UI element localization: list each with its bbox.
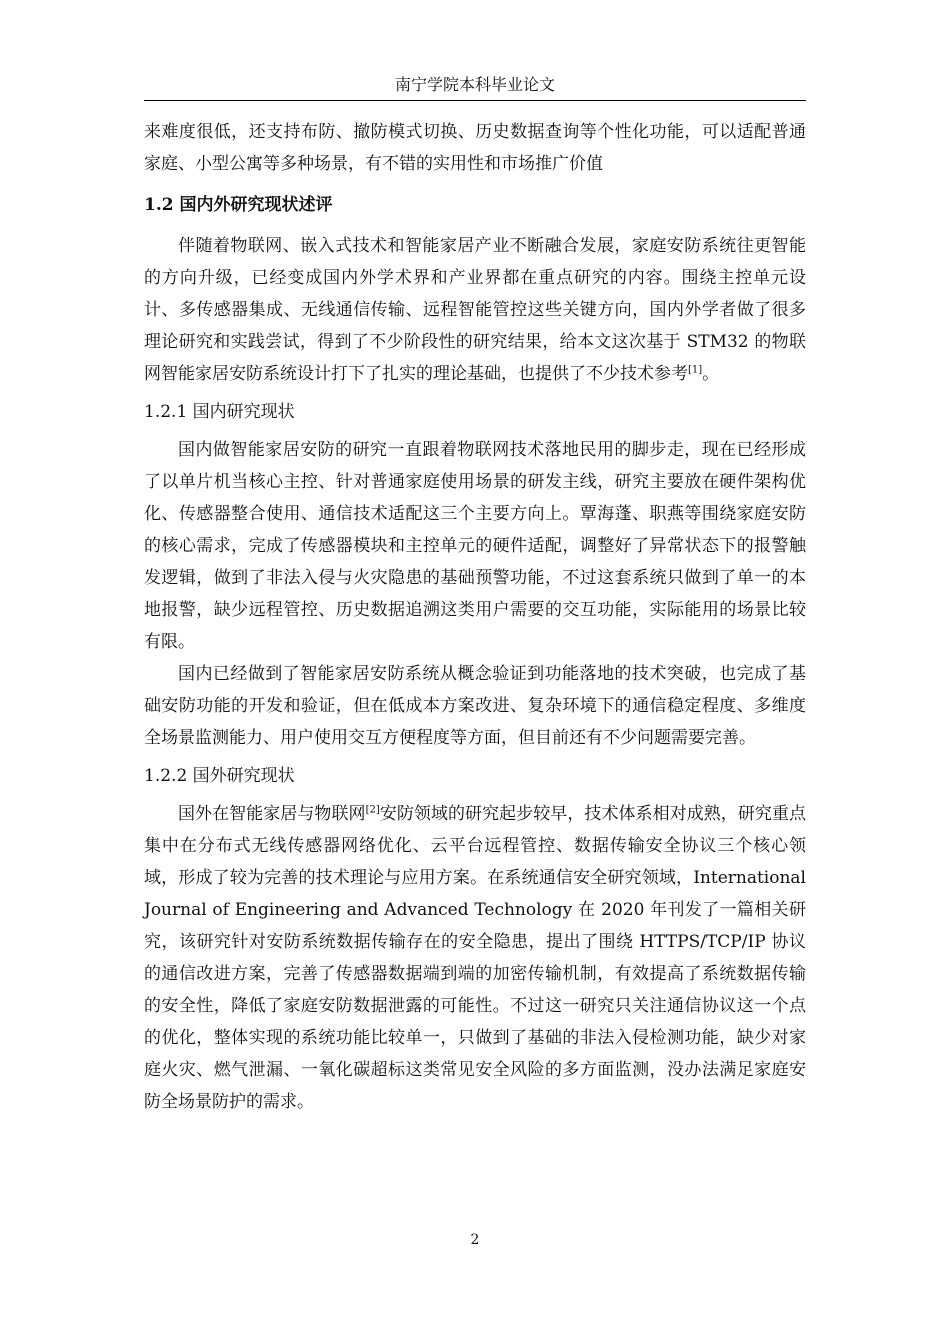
citation-1: [1] xyxy=(688,364,703,376)
paragraph-domestic-1: 国内做智能家居安防的研究一直跟着物联网技术落地民用的脚步走，现在已经形成了以单片机当核心主控、针对普通家庭使用场景的研发主线，研究主要放在硬件架构优化、传感器整合使用、通信技术适配这三个主要方向上。覃海蓬、职燕等围绕家庭安防的核心需求，完成了传感器模块和主控单元的硬件适配，调整好了异常状态下的报警触发逻辑，做到了非法入侵与火灾隐患的基础预警功能，不过这套系统只做到了单一的本地报警，缺少远程管控、历史数据追溯这类用户需要的交互功能，实际能用的场景比较有限。 xyxy=(144,440,806,652)
subsection-heading-1-2-1: 1.2.1 国内研究现状 xyxy=(144,402,295,422)
paragraph-overview-end: 。 xyxy=(702,364,720,384)
running-header: 南宁学院本科毕业论文 xyxy=(394,75,555,94)
paragraph-overview-text: 伴随着物联网、嵌入式技术和智能家居产业不断融合发展，家庭安防系统往更智能的方向升级，已经变成国内外学术界和产业界都在重点研究的内容。围绕主控单元设计、多传感器集成、无线通信传输、远程智能管控这些关键方向，国内外学者做了很多理论研究和实践尝试，得到了不少阶段性的研究结果，给本文这次基于 STM32 的物联网智能家居安防系统设计打下了扎实的理论基础，也提供了不少技术参考 xyxy=(144,236,806,384)
citation-2: [2] xyxy=(365,804,380,816)
paragraph-continuation: 来难度很低，还支持布防、撤防模式切换、历史数据查询等个性化功能，可以适配普通家庭、小型公寓等多种场景，有不错的实用性和市场推广价值 xyxy=(144,122,806,174)
body-text xyxy=(144,116,806,1118)
paragraph-foreign xyxy=(144,798,806,1118)
paragraph-overview xyxy=(144,230,806,390)
section-heading-1-2: 1.2 国内外研究现状述评 xyxy=(144,195,333,215)
paragraph-foreign-text: 国外在智能家居与物联网 xyxy=(178,804,366,824)
paragraph-foreign-cont: 安防领域的研究起步较早，技术体系相对成熟，研究重点集中在分布式无线传感器网络优化、云平台远程管控、数据传输安全协议三个核心领域，形成了较为完善的技术理论与应用方案。在系统通信安全研究领域，International Journal of Engineering and Advanced Technology 在 2020 年刊发了一篇相关研究，该研究针对安防系统数据传输存在的安全隐患，提出了围绕 HTTPS/TCP/IP 协议的通信改进方案，完善了传感器数据端到端的加密传输机制，有效提高了系统数据传输的安全性，降低了家庭安防数据泄露的可能性。不过这一研究只关注通信协议这一个点的优化，整体实现的系统功能比较单一，只做到了基础的非法入侵检测功能，缺少对家庭火灾、燃气泄漏、一氧化碳超标这类常见安全风险的多方面监测，没办法满足家庭安防全场景防护的需求。 xyxy=(144,804,807,1112)
page-number: 2 xyxy=(470,1232,480,1248)
paragraph-domestic-2: 国内已经做到了智能家居安防系统从概念验证到功能落地的技术突破，也完成了基础安防功能的开发和验证，但在低成本方案改进、复杂环境下的通信稳定程度、多维度全场景监测能力、用户使用交互方便程度等方面，但目前还有不少问题需要完善。 xyxy=(144,664,806,748)
subsection-heading-1-2-2: 1.2.2 国外研究现状 xyxy=(144,766,295,786)
header-rule xyxy=(144,100,806,101)
